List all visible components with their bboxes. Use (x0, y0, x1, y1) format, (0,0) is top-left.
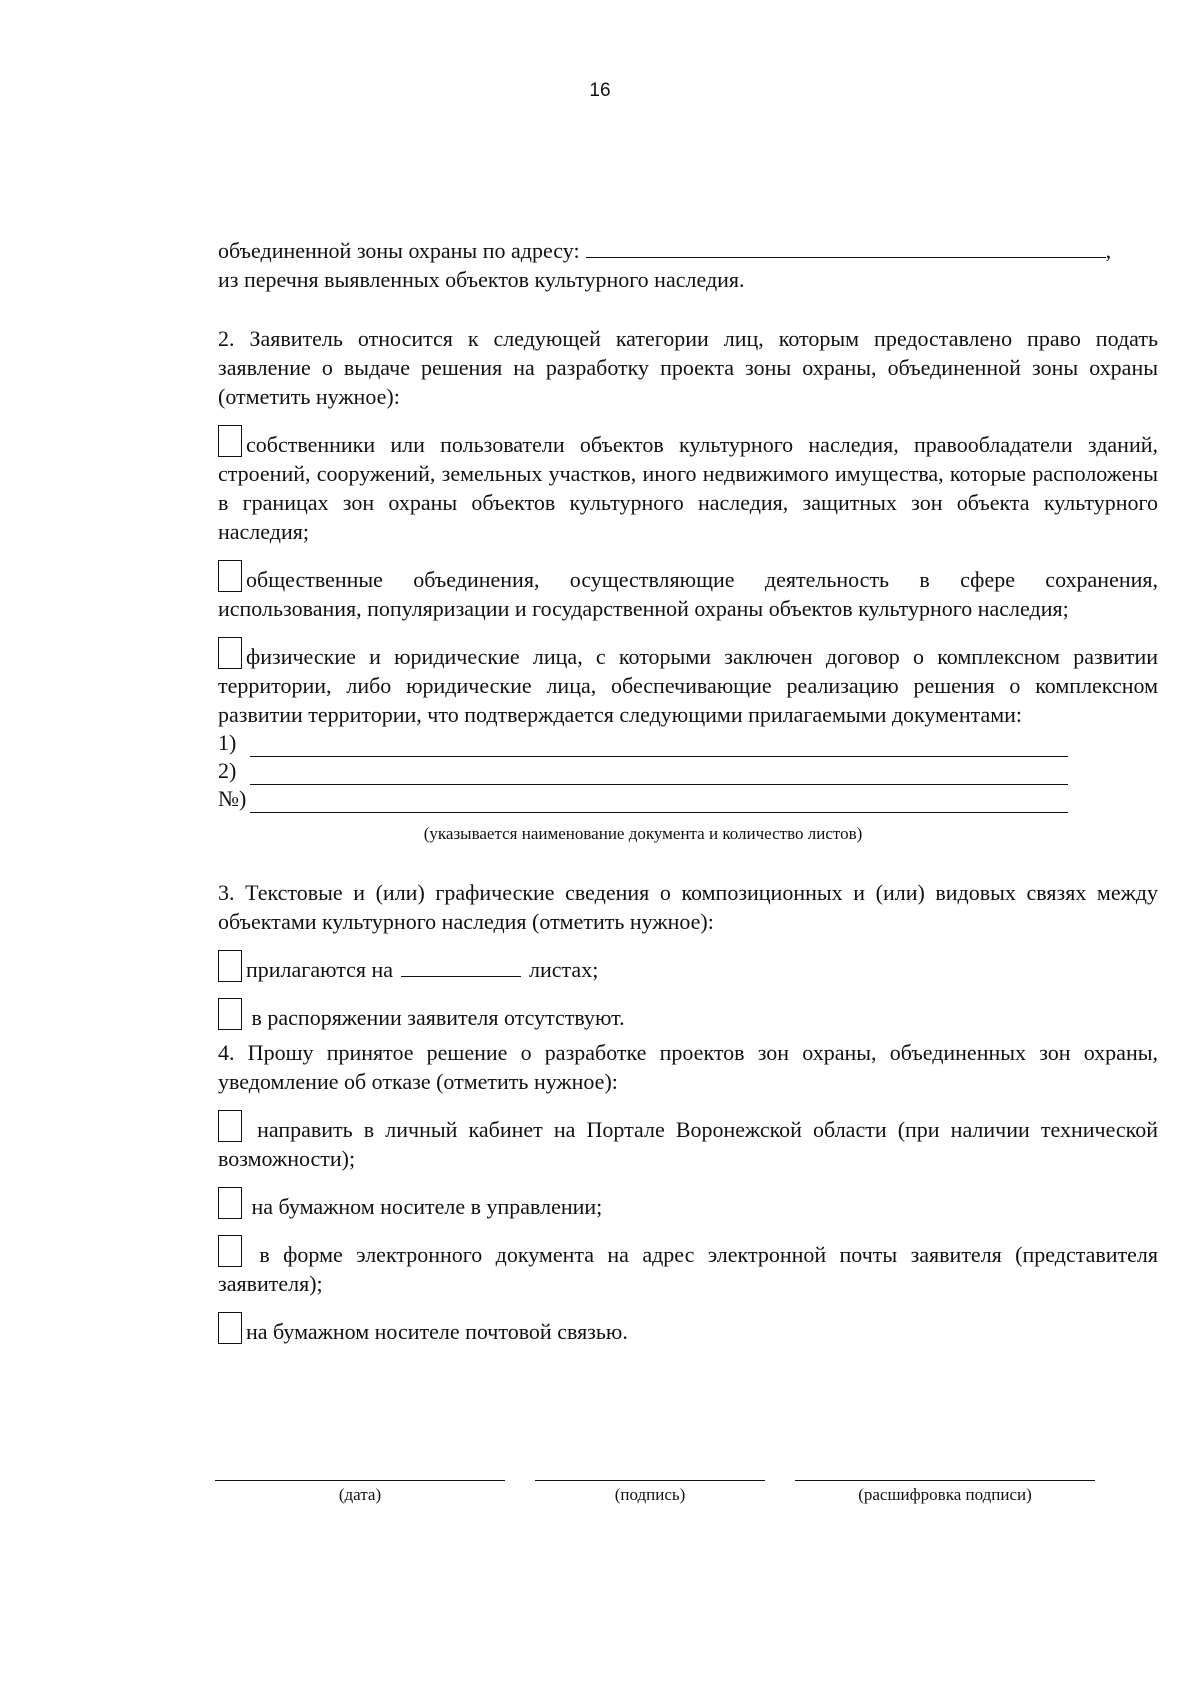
section-2-option-associations (218, 560, 1158, 623)
document-line-2[interactable] (218, 757, 1068, 785)
option-label: прилагаются на (246, 957, 394, 982)
option-label: собственники или пользователи объектов культурного наследия, правообладатели зданий, строений, сооружений, земельных участков, иного недвижимого имущества, которые расположены в границах зон охраны объектов культурного наследия, защитных зон объекта культурного наследия; (218, 432, 1158, 544)
option-label: на бумажном носителе почтовой связью. (246, 1319, 628, 1344)
document-line-number: 1) (218, 730, 237, 755)
signature-decode-field[interactable] (795, 1478, 1095, 1505)
section-4-heading: 4. Прошу принятое решение о разработке проектов зон охраны, объединенных зон охраны, уведомление об отказе (отметить нужное): (218, 1040, 1158, 1094)
document-hint: (указывается наименование документа и количество листов) (423, 824, 863, 843)
option-label: направить в личный кабинет на Портале Воронежской области (при наличии технической возможности); (218, 1117, 1159, 1171)
document-line-n[interactable] (218, 785, 1068, 813)
address-trailer: , (1105, 238, 1112, 263)
checkbox-email[interactable] (218, 1235, 242, 1267)
address-line (218, 236, 1158, 265)
option-label: физические и юридические лица, с которыми заключен договор о комплексном развитии территории, либо юридические лица, обеспечивающие реализацию решения о комплексном развитии территории, что подтверждается следующими прилагаемыми документами: (218, 644, 1158, 727)
checkbox-attached[interactable] (218, 950, 242, 982)
section-2-option-owners (218, 425, 1158, 546)
checkbox-paper-office[interactable] (218, 1187, 242, 1219)
checkbox-post[interactable] (218, 1312, 242, 1344)
document-line-number: 2) (218, 758, 237, 783)
section-4-option-paper-office (218, 1187, 1158, 1221)
section-4-option-post (218, 1312, 1158, 1346)
section-3-option-absent (218, 998, 1158, 1032)
section-4-option-portal (218, 1110, 1158, 1173)
section-2-option-development (218, 637, 1158, 729)
document-line-number: №) (218, 786, 247, 811)
checkbox-owners[interactable] (218, 425, 242, 457)
section-3-heading: 3. Текстовые и (или) графические сведения о композиционных и (или) видовых связях между объектами культурного наследия (отметить нужное): (218, 880, 1158, 934)
checkbox-absent[interactable] (218, 998, 242, 1030)
option-label: на бумажном носителе в управлении; (251, 1194, 603, 1219)
checkbox-associations[interactable] (218, 560, 242, 592)
form-body (218, 236, 1158, 1346)
address-label: объединенной зоны охраны по адресу: (218, 238, 580, 263)
option-label: в форме электронного документа на адрес электронной почты заявителя (представителя заявителя); (218, 1242, 1158, 1296)
option-label: общественные объединения, осуществляющие деятельность в сфере сохранения, использования, популяризации и государственной охраны объектов культурного наследия; (218, 567, 1158, 621)
list-line: из перечня выявленных объектов культурного наследия. (218, 267, 745, 292)
signature-field[interactable] (535, 1478, 765, 1505)
date-caption: (дата) (338, 1485, 382, 1504)
address-field[interactable] (586, 237, 1106, 258)
checkbox-portal[interactable] (218, 1110, 242, 1142)
option-label: в распоряжении заявителя отсутствуют. (251, 1005, 625, 1030)
section-3-option-attached (218, 950, 1158, 984)
section-2-heading: 2. Заявитель относится к следующей категории лиц, которым предоставлено право подать заявление о выдаче решения на разработку проекта зоны охраны, объединенной зоны охраны (отметить нужное): (218, 326, 1158, 409)
signature-block (215, 1478, 1095, 1505)
sheets-count-field[interactable] (401, 956, 521, 977)
signature-decode-caption: (расшифровка подписи) (858, 1485, 1032, 1504)
option-suffix: листах; (529, 957, 599, 982)
page-number: 16 (589, 80, 611, 101)
document-line-1[interactable] (218, 729, 1068, 757)
checkbox-development[interactable] (218, 637, 242, 669)
date-field[interactable] (215, 1478, 505, 1505)
section-4-option-email (218, 1235, 1158, 1298)
signature-caption: (подпись) (614, 1485, 686, 1504)
